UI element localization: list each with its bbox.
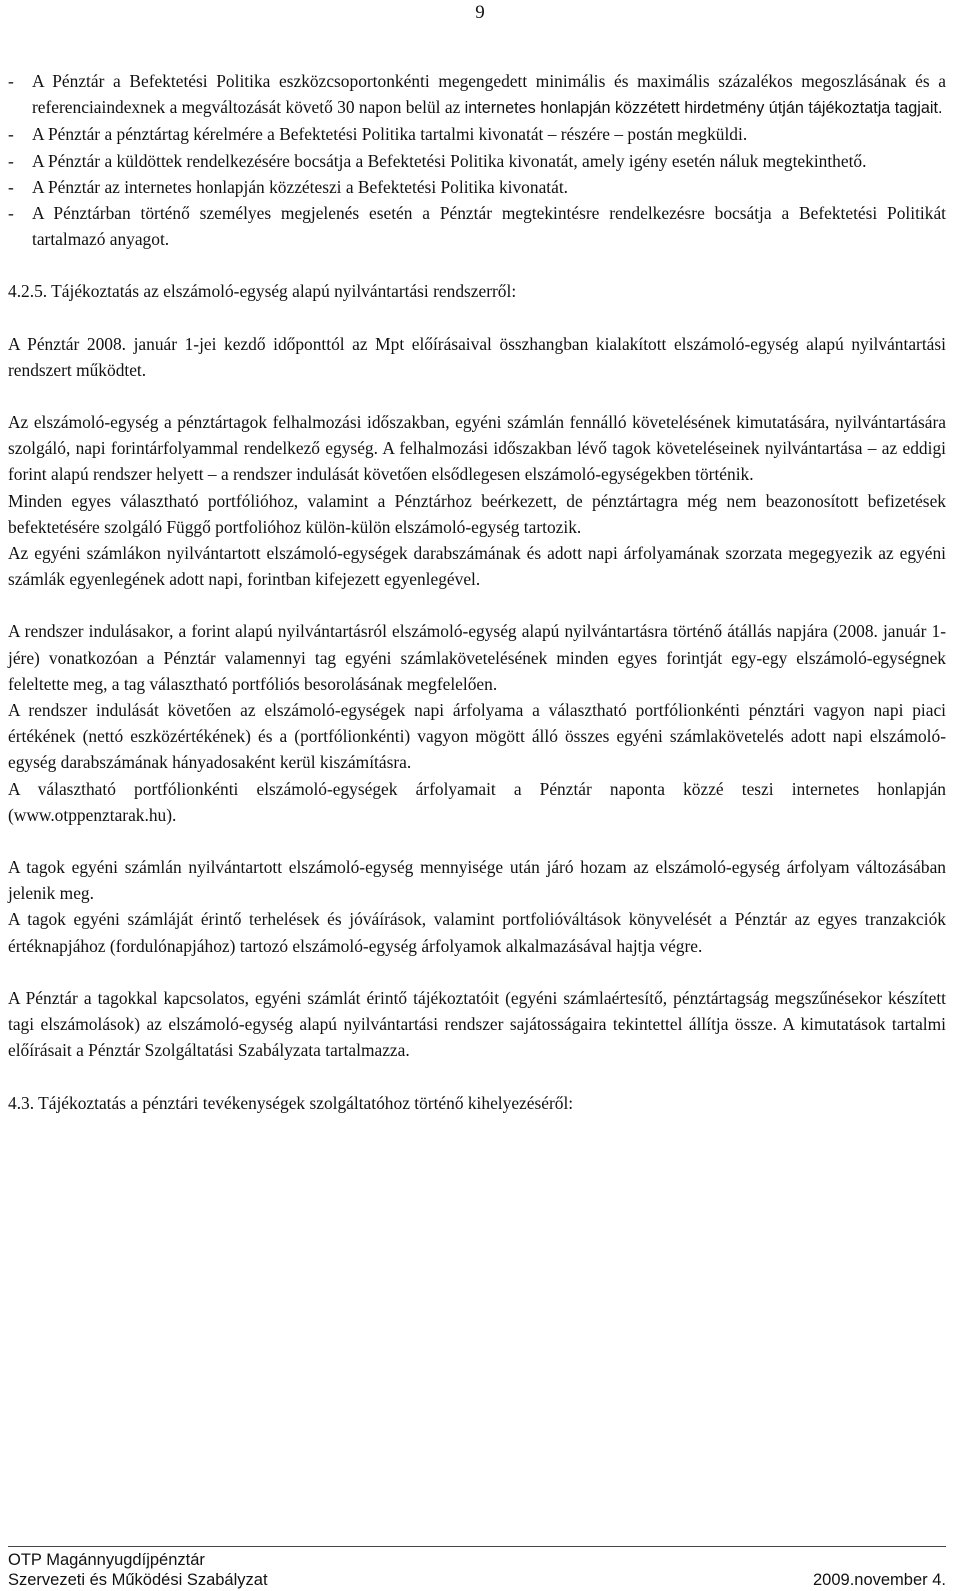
- bullet-dash: -: [8, 150, 14, 171]
- list-item-text-serif: A Pénztár a Befektetési Politika eszközcsoportonkénti megengedett minimális és maximális százalékos megoszlásának és a referenciaindexnek a megváltozását követő 30 napon belül az: [32, 71, 946, 118]
- list-item: [8, 68, 946, 121]
- footer-doc-title: Szervezeti és Működési Szabályzat: [8, 1571, 268, 1589]
- footer-row: [8, 1570, 946, 1590]
- paragraph: Az elszámoló-egység a pénztártagok felhalmozási időszakban, egyéni számlán fennálló követelésének kimutatására, nyilvántartására szolgáló, napi forintárfolyammal rendelkező egység. A felhalmozási időszakban lévő tagok követeléseinek nyilvántartása – az eddigi forint alapú rendszer helyett – a rendszer indulását követően elsődlegesen elszámoló-egységekben történik.: [8, 412, 946, 485]
- paragraph: A tagok egyéni számláját érintő terhelések és jóváírások, valamint portfolióváltások könyvelését a Pénztár az egyes tranzakciók értéknapjához (fordulónapjához) tartozó elszámoló-egység árfolyamok alkalmazásával hajtja végre.: [8, 909, 946, 956]
- spacer: [8, 305, 946, 331]
- list-item-text: A Pénztárban történő személyes megjelenés esetén a Pénztár megtekintésre rendelkezésre bocsátja a Befektetési Politikát tartalmazó anyagot.: [32, 203, 946, 250]
- list-item-text: [32, 68, 946, 121]
- section-heading: 4.2.5. Tájékoztatás az elszámoló-egység alapú nyilvántartási rendszerről:: [8, 281, 517, 302]
- paragraph: A rendszer indulásakor, a forint alapú nyilvántartásról elszámoló-egység alapú nyilvántartásra történő átállás napjára (2008. január 1-jére) vonatkozóan a Pénztár valamennyi tag egyéni számlakövetelésének minden egyes forintját egy-egy elszámoló-egységnek feleltette meg, a tag választható portfóliós besorolásának megfelelően.: [8, 621, 946, 694]
- bullet-dash: -: [8, 176, 14, 197]
- page-footer: [8, 1546, 946, 1590]
- section-heading: 4.3. Tájékoztatás a pénztári tevékenységek szolgáltatóhoz történő kihelyezéséről:: [8, 1092, 574, 1113]
- page-number: 9: [475, 2, 485, 23]
- paragraph: Az egyéni számlákon nyilvántartott elszámoló-egységek darabszámának és adott napi árfolyamának szorzata megegyezik az egyéni számlák egyenlegének adott napi, forintban kifejezett egyenlegével.: [8, 543, 946, 590]
- document-body: [8, 68, 946, 1116]
- bullet-dash: -: [8, 203, 14, 224]
- list-item: [8, 121, 946, 147]
- bullet-dash: -: [8, 71, 14, 91]
- paragraph: A rendszer indulását követően az elszámoló-egységek napi árfolyama a választható portfólionkénti pénztári vagyon napi piaci értékének (nettó eszközértékének) és a (portfólionkénti) vagyon mögött álló összes egyéni számlakövetelés adott napi elszámoló-egység darabszámának hányadosaként kerül kiszámításra.: [8, 700, 946, 773]
- spacer: [8, 1064, 946, 1090]
- list-item-text: A Pénztár a pénztártag kérelmére a Befektetési Politika tartalmi kivonatát – részére – postán megküldi.: [32, 124, 748, 145]
- spacer: [8, 383, 946, 409]
- footer-date: 2009.november 4.: [812, 1571, 946, 1589]
- paragraph: A tagok egyéni számlán nyilvántartott elszámoló-egység mennyisége után járó hozam az elszámoló-egység árfolyam változásában jelenik meg.: [8, 857, 946, 904]
- footer-org: OTP Magánnyugdíjpénztár: [8, 1551, 205, 1569]
- spacer: [8, 252, 946, 278]
- paragraph: A választható portfólionkénti elszámoló-egységek árfolyamait a Pénztár naponta közzé teszi internetes honlapján (www.otppenztarak.hu).: [8, 778, 946, 825]
- spacer: [8, 959, 946, 985]
- spacer: [8, 592, 946, 618]
- paragraph: A Pénztár a tagokkal kapcsolatos, egyéni számlát érintő tájékoztatóit (egyéni számlaértesítő, pénztártagság megszűnésekor készített tagi elszámolások) az elszámoló-egység alapú nyilvántartási rendszer sajátosságaira tekintettel állítja össze. A kimutatások tartalmi előírásait a Pénztár Szolgáltatási Szabályzata tartalmazza.: [8, 987, 946, 1061]
- list-item: [8, 200, 946, 252]
- list-item-text-sans: internetes honlapján közzétett hirdetmény útján tájékoztatja tagjait.: [464, 99, 943, 118]
- list-item-text: A Pénztár a küldöttek rendelkezésére bocsátja a Befektetési Politika kivonatát, amely igény esetén náluk megtekinthető.: [32, 150, 867, 171]
- spacer: [8, 828, 946, 854]
- list-item: [8, 148, 946, 174]
- paragraph: A Pénztár 2008. január 1-jei kezdő időponttól az Mpt előírásaival összhangban kialakított elszámoló-egység alapú nyilvántartási rendszert működtet.: [8, 333, 946, 380]
- paragraph: Minden egyes választható portfólióhoz, valamint a Pénztárhoz beérkezett, de pénztártagra még nem beazonosított befizetések befektetésére szolgáló Függő portfolióhoz külön-külön elszámoló-egység tartozik.: [8, 490, 946, 537]
- list-item: [8, 174, 946, 200]
- bullet-dash: -: [8, 124, 14, 145]
- list-item-text: A Pénztár az internetes honlapján közzéteszi a Befektetési Politika kivonatát.: [32, 176, 569, 197]
